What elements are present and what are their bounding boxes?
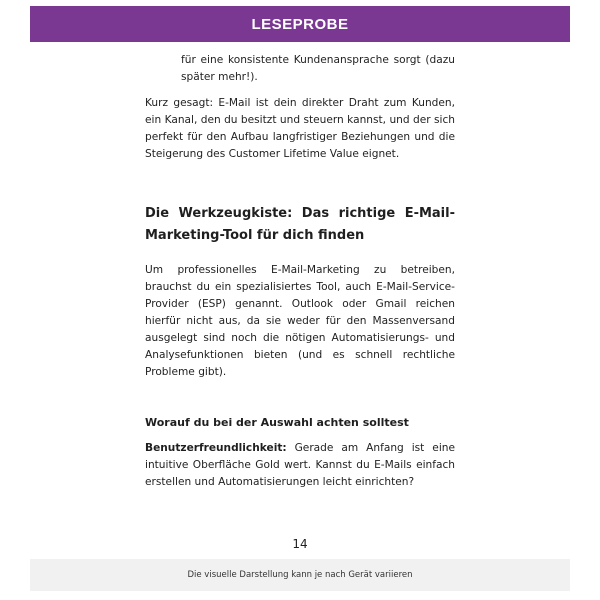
footer-note: Die visuelle Darstellung kann je nach Gerät variieren xyxy=(187,570,413,580)
criterion-paragraph xyxy=(145,440,455,491)
preview-banner xyxy=(30,6,570,42)
section-heading: Die Werkzeugkiste: Das richtige E-Mail-Marketing-Tool für dich finden xyxy=(145,206,455,243)
criterion-text: Gerade am Anfang ist eine intuitive Oberfläche Gold wert. Kannst du E-Mails einfach erstellen und Automatisierungen leicht einrichten? xyxy=(145,442,455,488)
list-item-continuation: für eine konsistente Kundenansprache sorgt (dazu später mehr!). xyxy=(181,54,455,83)
criterion-label: Benutzerfreundlichkeit: xyxy=(145,442,287,454)
banner-title: LESEPROBE xyxy=(251,15,349,33)
subheading: Worauf du bei der Auswahl achten solltest xyxy=(145,416,409,429)
page-number: 14 xyxy=(292,537,308,551)
book-page xyxy=(145,52,455,491)
summary-paragraph: Kurz gesagt: E-Mail ist dein direkter Draht zum Kunden, ein Kanal, den du besitzt und steuern kannst, und der sich perfekt für den Aufbau langfristiger Beziehungen und die Steigerung des Customer Lifetime Value eignet. xyxy=(145,97,455,160)
footer-bar xyxy=(30,559,570,591)
tool-paragraph: Um professionelles E-Mail-Marketing zu betreiben, brauchst du ein spezialisiertes Tool, auch E-Mail-Service-Provider (ESP) genannt. Outlook oder Gmail reichen hierfür nicht aus, da sie weder für den Massenversand ausgelegt sind noch die nötigen Automatisierungs- und Analysefunktionen bieten (und es schnell rechtliche Probleme gibt). xyxy=(145,264,455,378)
